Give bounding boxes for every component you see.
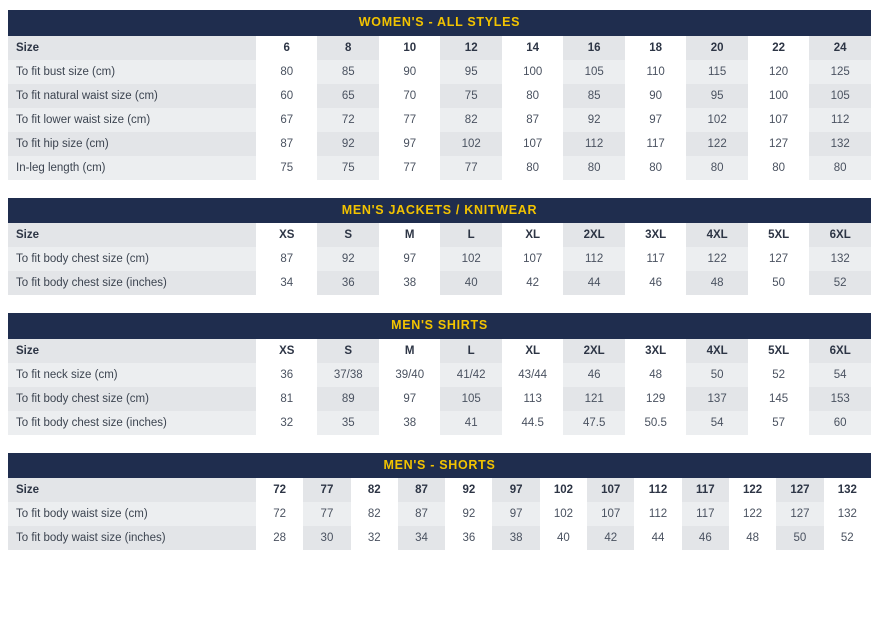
row-label: To fit body chest size (cm) — [8, 247, 256, 271]
table-cell: 112 — [809, 108, 871, 132]
table-header-row — [8, 223, 871, 247]
column-header: 10 — [379, 36, 440, 60]
chart-title: MEN'S JACKETS / KNITWEAR — [8, 198, 871, 224]
table-cell: 100 — [502, 60, 563, 84]
table-cell: 127 — [748, 247, 809, 271]
table-cell: 97 — [492, 502, 539, 526]
column-header: 22 — [748, 36, 809, 60]
table-cell: 122 — [729, 502, 776, 526]
table-cell: 97 — [379, 387, 440, 411]
size-charts-container — [8, 10, 871, 550]
column-header: 97 — [492, 478, 539, 502]
table-cell: 80 — [809, 156, 871, 180]
table-cell: 125 — [809, 60, 871, 84]
size-table — [8, 223, 871, 295]
column-header: 8 — [317, 36, 378, 60]
table-cell: 36 — [256, 363, 317, 387]
table-cell: 52 — [824, 526, 871, 550]
row-label: To fit natural waist size (cm) — [8, 84, 256, 108]
table-cell: 117 — [682, 502, 729, 526]
table-cell: 48 — [686, 271, 747, 295]
table-cell: 50.5 — [625, 411, 686, 435]
table-cell: 95 — [440, 60, 501, 84]
column-header: 82 — [351, 478, 398, 502]
table-cell: 89 — [317, 387, 378, 411]
table-cell: 137 — [686, 387, 747, 411]
column-header: M — [379, 339, 440, 363]
table-row — [8, 247, 871, 271]
column-header: 6 — [256, 36, 317, 60]
table-cell: 44 — [634, 526, 681, 550]
table-cell: 28 — [256, 526, 303, 550]
table-cell: 117 — [625, 132, 686, 156]
column-header: 2XL — [563, 339, 624, 363]
column-header: 3XL — [625, 339, 686, 363]
row-label: In-leg length (cm) — [8, 156, 256, 180]
table-cell: 85 — [317, 60, 378, 84]
row-label: To fit body chest size (cm) — [8, 387, 256, 411]
table-cell: 112 — [563, 132, 624, 156]
column-header: 92 — [445, 478, 492, 502]
table-row — [8, 411, 871, 435]
table-cell: 47.5 — [563, 411, 624, 435]
column-header: 12 — [440, 36, 501, 60]
column-header: L — [440, 223, 501, 247]
column-header: S — [317, 223, 378, 247]
table-cell: 41 — [440, 411, 501, 435]
table-cell: 38 — [492, 526, 539, 550]
table-cell: 90 — [379, 60, 440, 84]
table-cell: 90 — [625, 84, 686, 108]
size-chart-block — [8, 10, 871, 180]
table-cell: 46 — [682, 526, 729, 550]
table-row — [8, 387, 871, 411]
table-cell: 132 — [824, 502, 871, 526]
table-cell: 75 — [440, 84, 501, 108]
column-header: 122 — [729, 478, 776, 502]
table-cell: 129 — [625, 387, 686, 411]
table-cell: 52 — [748, 363, 809, 387]
table-cell: 36 — [317, 271, 378, 295]
row-label: To fit bust size (cm) — [8, 60, 256, 84]
table-cell: 30 — [303, 526, 350, 550]
column-header: 132 — [824, 478, 871, 502]
table-cell: 97 — [379, 132, 440, 156]
table-cell: 121 — [563, 387, 624, 411]
table-cell: 48 — [625, 363, 686, 387]
column-header-size: Size — [8, 36, 256, 60]
table-cell: 39/40 — [379, 363, 440, 387]
table-cell: 38 — [379, 411, 440, 435]
table-cell: 41/42 — [440, 363, 501, 387]
column-header: 117 — [682, 478, 729, 502]
table-cell: 85 — [563, 84, 624, 108]
row-label: To fit body waist size (cm) — [8, 502, 256, 526]
chart-title: WOMEN'S - ALL STYLES — [8, 10, 871, 36]
table-cell: 92 — [563, 108, 624, 132]
table-cell: 82 — [440, 108, 501, 132]
table-cell: 97 — [379, 247, 440, 271]
column-header: 16 — [563, 36, 624, 60]
table-cell: 80 — [686, 156, 747, 180]
table-cell: 100 — [748, 84, 809, 108]
table-cell: 120 — [748, 60, 809, 84]
column-header: 18 — [625, 36, 686, 60]
table-row — [8, 60, 871, 84]
table-cell: 80 — [256, 60, 317, 84]
table-cell: 32 — [256, 411, 317, 435]
column-header: 24 — [809, 36, 871, 60]
table-cell: 115 — [686, 60, 747, 84]
table-row — [8, 84, 871, 108]
column-header: 6XL — [809, 223, 871, 247]
table-cell: 77 — [440, 156, 501, 180]
table-cell: 113 — [502, 387, 563, 411]
size-table — [8, 478, 871, 550]
table-cell: 42 — [502, 271, 563, 295]
chart-title: MEN'S SHIRTS — [8, 313, 871, 339]
column-header: 3XL — [625, 223, 686, 247]
table-cell: 80 — [502, 84, 563, 108]
table-cell: 67 — [256, 108, 317, 132]
column-header: XL — [502, 339, 563, 363]
table-cell: 60 — [256, 84, 317, 108]
table-row — [8, 271, 871, 295]
row-label: To fit hip size (cm) — [8, 132, 256, 156]
table-row — [8, 156, 871, 180]
table-cell: 122 — [686, 132, 747, 156]
size-table — [8, 36, 871, 180]
table-cell: 35 — [317, 411, 378, 435]
table-cell: 127 — [748, 132, 809, 156]
table-cell: 107 — [587, 502, 634, 526]
column-header: 77 — [303, 478, 350, 502]
table-row — [8, 526, 871, 550]
row-label: To fit lower waist size (cm) — [8, 108, 256, 132]
table-cell: 87 — [256, 132, 317, 156]
column-header: XS — [256, 223, 317, 247]
column-header: 72 — [256, 478, 303, 502]
table-cell: 87 — [398, 502, 445, 526]
column-header: 102 — [540, 478, 587, 502]
table-cell: 105 — [563, 60, 624, 84]
table-row — [8, 132, 871, 156]
column-header-size: Size — [8, 339, 256, 363]
table-cell: 50 — [686, 363, 747, 387]
table-cell: 44 — [563, 271, 624, 295]
table-cell: 48 — [729, 526, 776, 550]
table-cell: 102 — [440, 247, 501, 271]
table-header-row — [8, 478, 871, 502]
table-cell: 92 — [317, 132, 378, 156]
column-header: 4XL — [686, 339, 747, 363]
table-header-row — [8, 339, 871, 363]
table-cell: 36 — [445, 526, 492, 550]
column-header: 107 — [587, 478, 634, 502]
table-cell: 87 — [502, 108, 563, 132]
table-cell: 70 — [379, 84, 440, 108]
table-cell: 40 — [540, 526, 587, 550]
table-cell: 112 — [563, 247, 624, 271]
table-cell: 102 — [440, 132, 501, 156]
table-cell: 32 — [351, 526, 398, 550]
table-cell: 127 — [776, 502, 823, 526]
table-cell: 77 — [379, 108, 440, 132]
row-label: To fit neck size (cm) — [8, 363, 256, 387]
column-header: 20 — [686, 36, 747, 60]
table-cell: 52 — [809, 271, 871, 295]
table-cell: 44.5 — [502, 411, 563, 435]
table-cell: 117 — [625, 247, 686, 271]
table-cell: 102 — [686, 108, 747, 132]
table-cell: 34 — [398, 526, 445, 550]
table-cell: 54 — [809, 363, 871, 387]
size-table — [8, 339, 871, 435]
table-cell: 82 — [351, 502, 398, 526]
column-header: 2XL — [563, 223, 624, 247]
table-cell: 43/44 — [502, 363, 563, 387]
table-cell: 97 — [625, 108, 686, 132]
table-cell: 50 — [748, 271, 809, 295]
table-cell: 105 — [809, 84, 871, 108]
column-header: 112 — [634, 478, 681, 502]
chart-title: MEN'S - SHORTS — [8, 453, 871, 479]
table-cell: 110 — [625, 60, 686, 84]
table-cell: 105 — [440, 387, 501, 411]
table-cell: 37/38 — [317, 363, 378, 387]
table-cell: 65 — [317, 84, 378, 108]
table-cell: 75 — [317, 156, 378, 180]
column-header: 5XL — [748, 223, 809, 247]
table-cell: 50 — [776, 526, 823, 550]
table-cell: 80 — [748, 156, 809, 180]
table-cell: 72 — [317, 108, 378, 132]
table-header-row — [8, 36, 871, 60]
table-cell: 145 — [748, 387, 809, 411]
column-header: 4XL — [686, 223, 747, 247]
table-cell: 40 — [440, 271, 501, 295]
row-label: To fit body chest size (inches) — [8, 271, 256, 295]
row-label: To fit body waist size (inches) — [8, 526, 256, 550]
table-cell: 77 — [303, 502, 350, 526]
table-cell: 153 — [809, 387, 871, 411]
table-cell: 34 — [256, 271, 317, 295]
table-cell: 77 — [379, 156, 440, 180]
table-cell: 81 — [256, 387, 317, 411]
table-cell: 38 — [379, 271, 440, 295]
size-chart-block — [8, 198, 871, 296]
table-cell: 57 — [748, 411, 809, 435]
table-cell: 75 — [256, 156, 317, 180]
table-cell: 122 — [686, 247, 747, 271]
size-chart-block — [8, 313, 871, 435]
table-cell: 42 — [587, 526, 634, 550]
table-row — [8, 108, 871, 132]
table-cell: 112 — [634, 502, 681, 526]
table-cell: 107 — [502, 247, 563, 271]
table-cell: 92 — [317, 247, 378, 271]
table-cell: 46 — [625, 271, 686, 295]
column-header-size: Size — [8, 223, 256, 247]
column-header: 127 — [776, 478, 823, 502]
size-chart-block — [8, 453, 871, 551]
column-header: 6XL — [809, 339, 871, 363]
table-cell: 92 — [445, 502, 492, 526]
row-label: To fit body chest size (inches) — [8, 411, 256, 435]
table-row — [8, 363, 871, 387]
column-header-size: Size — [8, 478, 256, 502]
table-cell: 102 — [540, 502, 587, 526]
table-cell: 54 — [686, 411, 747, 435]
table-cell: 72 — [256, 502, 303, 526]
table-cell: 46 — [563, 363, 624, 387]
column-header: 5XL — [748, 339, 809, 363]
column-header: 14 — [502, 36, 563, 60]
table-cell: 80 — [625, 156, 686, 180]
table-cell: 87 — [256, 247, 317, 271]
table-cell: 80 — [502, 156, 563, 180]
table-row — [8, 502, 871, 526]
table-cell: 95 — [686, 84, 747, 108]
column-header: L — [440, 339, 501, 363]
table-cell: 107 — [748, 108, 809, 132]
table-cell: 80 — [563, 156, 624, 180]
column-header: XL — [502, 223, 563, 247]
column-header: S — [317, 339, 378, 363]
column-header: 87 — [398, 478, 445, 502]
table-cell: 132 — [809, 132, 871, 156]
column-header: XS — [256, 339, 317, 363]
table-cell: 60 — [809, 411, 871, 435]
column-header: M — [379, 223, 440, 247]
table-cell: 107 — [502, 132, 563, 156]
table-cell: 132 — [809, 247, 871, 271]
